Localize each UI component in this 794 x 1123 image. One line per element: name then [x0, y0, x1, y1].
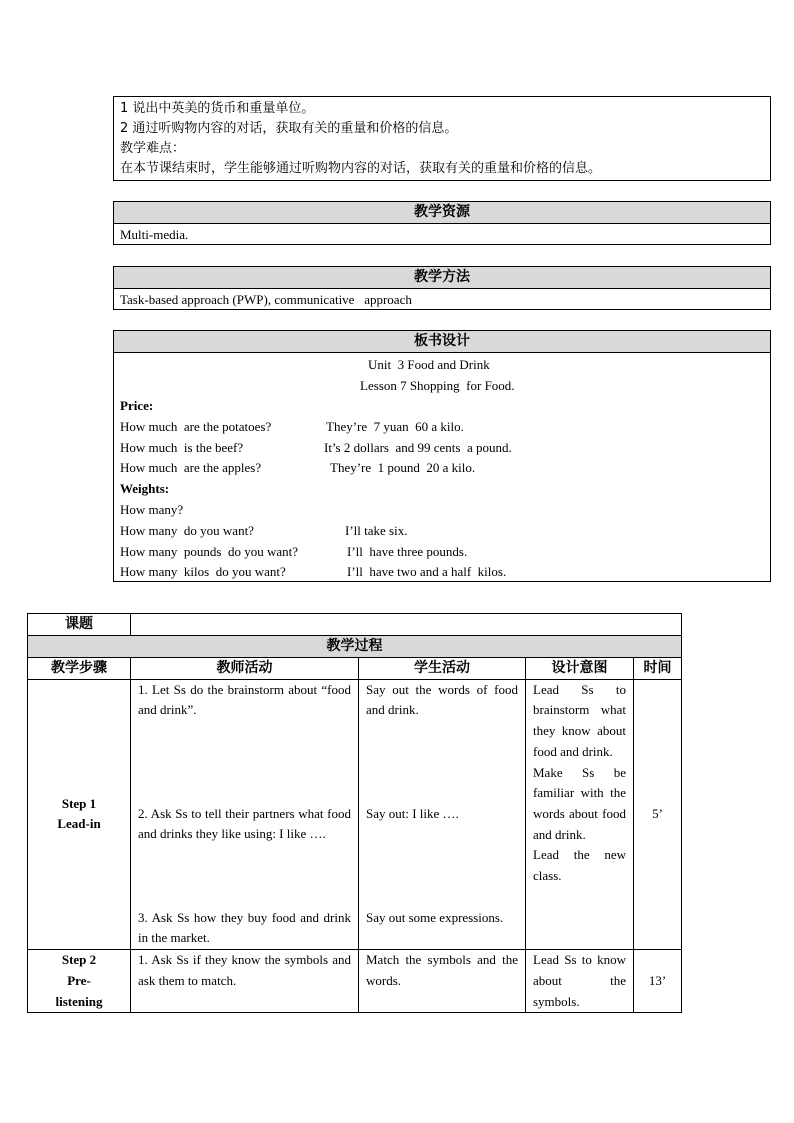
header-step: 教学步骤 — [28, 657, 131, 679]
board-lesson: Lesson 7 Shopping for Food. — [360, 378, 515, 393]
weights-answer-1: I’ll take six. — [345, 523, 408, 538]
resources-box — [113, 201, 771, 245]
price-answer-1: They’re 7 yuan 60 a kilo. — [326, 419, 464, 434]
header-student: 学生活动 — [359, 657, 526, 679]
price-question-2: How much is the beef? — [120, 440, 244, 455]
step2-name — [28, 950, 131, 1013]
step1-purpose-3: Lead the new class. — [533, 847, 626, 884]
difficulty-line: 在本节课结束时，学生能够通过听购物内容的对话，获取有关的重量和价格的信息。 — [120, 161, 602, 176]
price-question-3: How much are the apples? — [120, 460, 262, 475]
step1-purpose-2: Make Ss be familiar with the words about food and drink. — [533, 764, 626, 842]
difficulty-heading: 教学难点： — [120, 141, 186, 156]
weights-question-3: How many kilos do you want? — [120, 564, 286, 579]
process-table — [27, 613, 682, 1013]
header-time: 时间 — [634, 657, 682, 679]
step2-name-line3: listening — [55, 993, 103, 1009]
header-purpose: 设计意图 — [526, 657, 634, 679]
step1-time: 5’ — [634, 679, 682, 949]
price-answer-2: It’s 2 dollars and 99 cents a pound. — [324, 440, 512, 455]
weights-question-2: How many pounds do you want? — [120, 544, 299, 559]
price-answer-3: They’re 1 pound 20 a kilo. — [330, 460, 476, 475]
step2-name-line2: Pre- — [67, 972, 91, 988]
price-question-1: How much are the potatoes? — [120, 419, 272, 434]
step1-name-line1: Step 1 — [61, 795, 97, 811]
topic-label: 课题 — [28, 614, 131, 636]
topic-value — [131, 614, 682, 636]
methods-box — [113, 266, 771, 310]
weights-answer-2: I’ll have three pounds. — [347, 544, 468, 559]
step1-purpose — [526, 679, 634, 949]
step1-student-3: Say out some expressions. — [366, 909, 504, 925]
step2-name-line1: Step 2 — [61, 952, 97, 968]
step1-name — [28, 679, 131, 949]
step1-student — [359, 679, 526, 949]
process-title: 教学过程 — [28, 635, 682, 657]
weights-label: Weights: — [120, 481, 170, 496]
step1-student-1: Say out the words of food and drink. — [366, 681, 518, 718]
step1-student-2: Say out: I like …. — [366, 805, 459, 821]
methods-title: 教学方法 — [114, 267, 770, 289]
board-design-box — [113, 330, 771, 582]
step2-teacher: 1. Ask Ss if they know the symbols and ask them to match. — [131, 950, 359, 1013]
header-teacher: 教师活动 — [131, 657, 359, 679]
weights-answer-3: I’ll have two and a half kilos. — [347, 564, 507, 579]
step1-purpose-1: Lead Ss to brainstorm what they know about food and drink. — [533, 681, 626, 759]
step1-teacher — [131, 679, 359, 949]
board-unit: Unit 3 Food and Drink — [368, 357, 490, 372]
step2-purpose: Lead Ss to know about the symbols. — [526, 950, 634, 1013]
step2-time: 13’ — [634, 950, 682, 1013]
step2-student: Match the symbols and the words. — [359, 950, 526, 1013]
objective-line-1: 1 说出中英美的货币和重量单位。 — [120, 101, 315, 116]
step1-teacher-1: 1. Let Ss do the brainstorm about “food and drink”. — [138, 681, 351, 718]
step1-name-line2: Lead-in — [57, 816, 101, 832]
weights-first: How many? — [120, 502, 184, 517]
resources-title: 教学资源 — [114, 202, 770, 224]
objectives-box — [113, 96, 771, 181]
methods-content: Task-based approach (PWP), communicative approach — [120, 292, 412, 307]
price-label: Price: — [120, 398, 154, 413]
weights-question-1: How many do you want? — [120, 523, 254, 538]
step1-teacher-2: 2. Ask Ss to tell their partners what food and drinks they like using: I like …. — [138, 805, 351, 842]
step1-teacher-3: 3. Ask Ss how they buy food and drink in the market. — [138, 909, 351, 946]
objective-line-2: 2 通过听购物内容的对话，获取有关的重量和价格的信息。 — [120, 121, 458, 136]
resources-content: Multi-media. — [120, 227, 189, 242]
board-title: 板书设计 — [114, 331, 770, 353]
